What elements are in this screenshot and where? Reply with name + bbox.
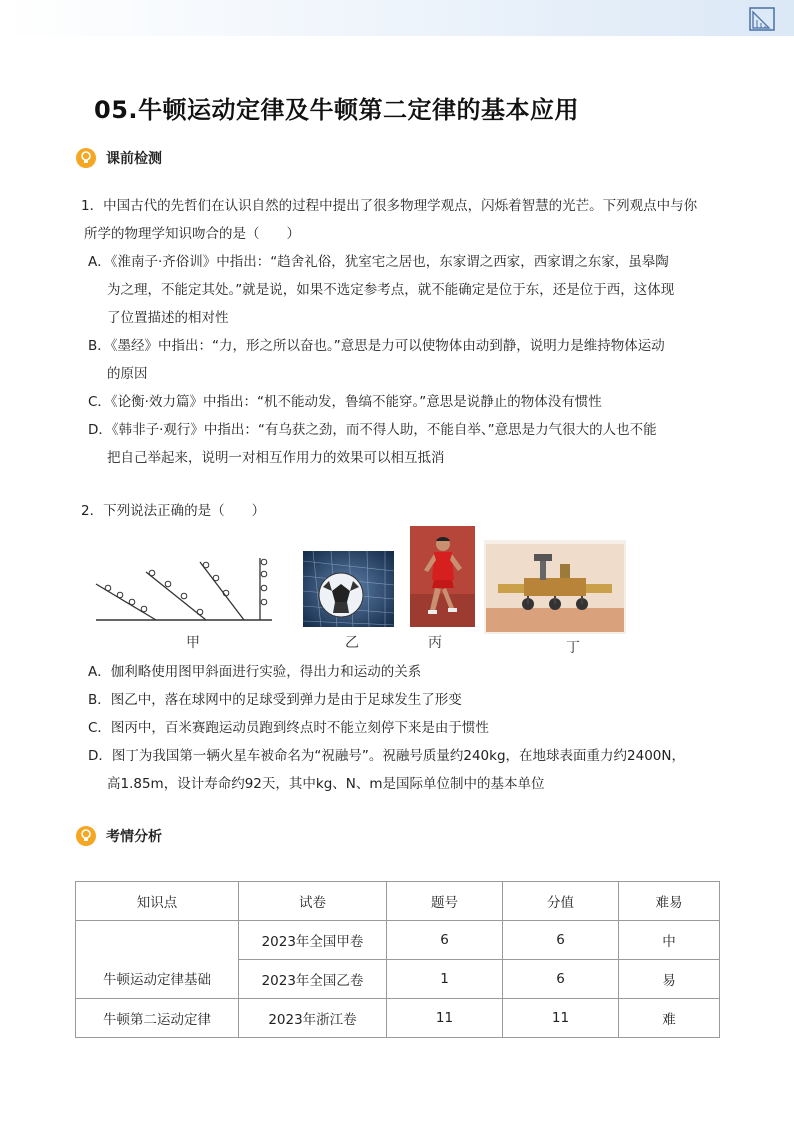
- cell-score: 11: [503, 999, 619, 1038]
- caption-bing: 丙: [428, 635, 442, 651]
- cell-difficulty: 中: [619, 921, 720, 960]
- sprinter-image: [410, 526, 475, 627]
- q1-option-c: C．《论衡·效力篇》中指出：“机不能动发，鲁缟不能穿。”意思是说静止的物体没有惯性: [88, 394, 602, 410]
- ruler-triangle-logo-icon: [749, 7, 775, 31]
- q2-stem: 2．下列说法正确的是（ ）: [81, 503, 266, 519]
- cell-score: 6: [503, 960, 619, 999]
- q1-stem-line2: 所学的物理学知识吻合的是（ ）: [84, 226, 300, 242]
- lightbulb-icon: [76, 148, 96, 168]
- q1-stem-line1: 1．中国古代的先哲们在认识自然的过程中提出了很多物理学观点，闪烁着智慧的光芒。下列观点中与你: [81, 198, 698, 214]
- header-paper: 试卷: [239, 882, 387, 921]
- cell-topic: 牛顿第二运动定律: [76, 999, 239, 1038]
- caption-ding: 丁: [566, 640, 580, 656]
- q1-option-b-line2: 的原因: [107, 366, 148, 382]
- q1-option-d-line1: D．《韩非子·观行》中指出：“有乌获之劲，而不得人助，不能自举、”意思是力气很大的人也不能: [88, 422, 657, 438]
- header-number: 题号: [387, 882, 503, 921]
- cell-number: 11: [387, 999, 503, 1038]
- q2-option-b: B．图乙中，落在球网中的足球受到弹力是由于足球发生了形变: [88, 692, 462, 708]
- table-row: [76, 999, 720, 1038]
- header-band: [0, 0, 794, 36]
- q1-option-b-line1: B．《墨经》中指出：“力，形之所以奋也。”意思是力可以使物体由动到静，说明力是维持物体运动: [88, 338, 665, 354]
- cell-difficulty: 易: [619, 960, 720, 999]
- cell-number: 1: [387, 960, 503, 999]
- exam-analysis-table: [75, 881, 720, 1038]
- cell-paper: 2023年浙江卷: [239, 999, 387, 1038]
- q2-option-d-line1: D．图丁为我国第一辆火星车被命名为“祝融号”。祝融号质量约240kg，在地球表面重力约2400N，: [88, 748, 685, 764]
- q2-option-c: C．图丙中，百米赛跑运动员跑到终点时不能立刻停下来是由于惯性: [88, 720, 489, 736]
- cell-topic: 牛顿运动定律基础: [76, 921, 239, 999]
- cell-paper: 2023年全国乙卷: [239, 960, 387, 999]
- header-topic: 知识点: [76, 882, 239, 921]
- cell-difficulty: 难: [619, 999, 720, 1038]
- q1-option-d-line2: 把自己举起来，说明一对相互作用力的效果可以相互抵消: [107, 450, 445, 466]
- q1-option-a-line3: 了位置描述的相对性: [107, 310, 229, 326]
- q2-option-d-line2: 高1.85m，设计寿命约92天，其中kg、N、m是国际单位制中的基本单位: [107, 776, 545, 792]
- section-pre-test: [76, 147, 162, 169]
- cell-paper: 2023年全国甲卷: [239, 921, 387, 960]
- q2-option-a: A．伽利略使用图甲斜面进行实验，得出力和运动的关系: [88, 664, 422, 680]
- table-row: [76, 921, 720, 960]
- page-title: 05.牛顿运动定律及牛顿第二定律的基本应用: [94, 96, 580, 124]
- table-header-row: [76, 882, 720, 921]
- cell-score: 6: [503, 921, 619, 960]
- soccer-ball-net-image: [303, 551, 394, 627]
- q1-option-a-line2: 为之理，不能定其处。”就是说，如果不选定参考点，就不能确定是位于东，还是位于西，这体现: [107, 282, 675, 298]
- inclined-plane-figure: [94, 552, 274, 624]
- header-difficulty: 难易: [619, 882, 720, 921]
- q1-option-a-line1: A．《淮南子·齐俗训》中指出：“趋舍礼俗，犹室宅之居也，东家谓之西家，西家谓之东家，虽皋陶: [88, 254, 669, 270]
- section-analysis: [76, 825, 162, 847]
- section-title: 考情分析: [106, 829, 162, 845]
- mars-rover-image: [484, 540, 626, 634]
- lightbulb-icon: [76, 826, 96, 846]
- caption-jia: 甲: [186, 635, 200, 651]
- caption-yi: 乙: [345, 635, 359, 651]
- cell-number: 6: [387, 921, 503, 960]
- section-title: 课前检测: [106, 151, 162, 167]
- header-score: 分值: [503, 882, 619, 921]
